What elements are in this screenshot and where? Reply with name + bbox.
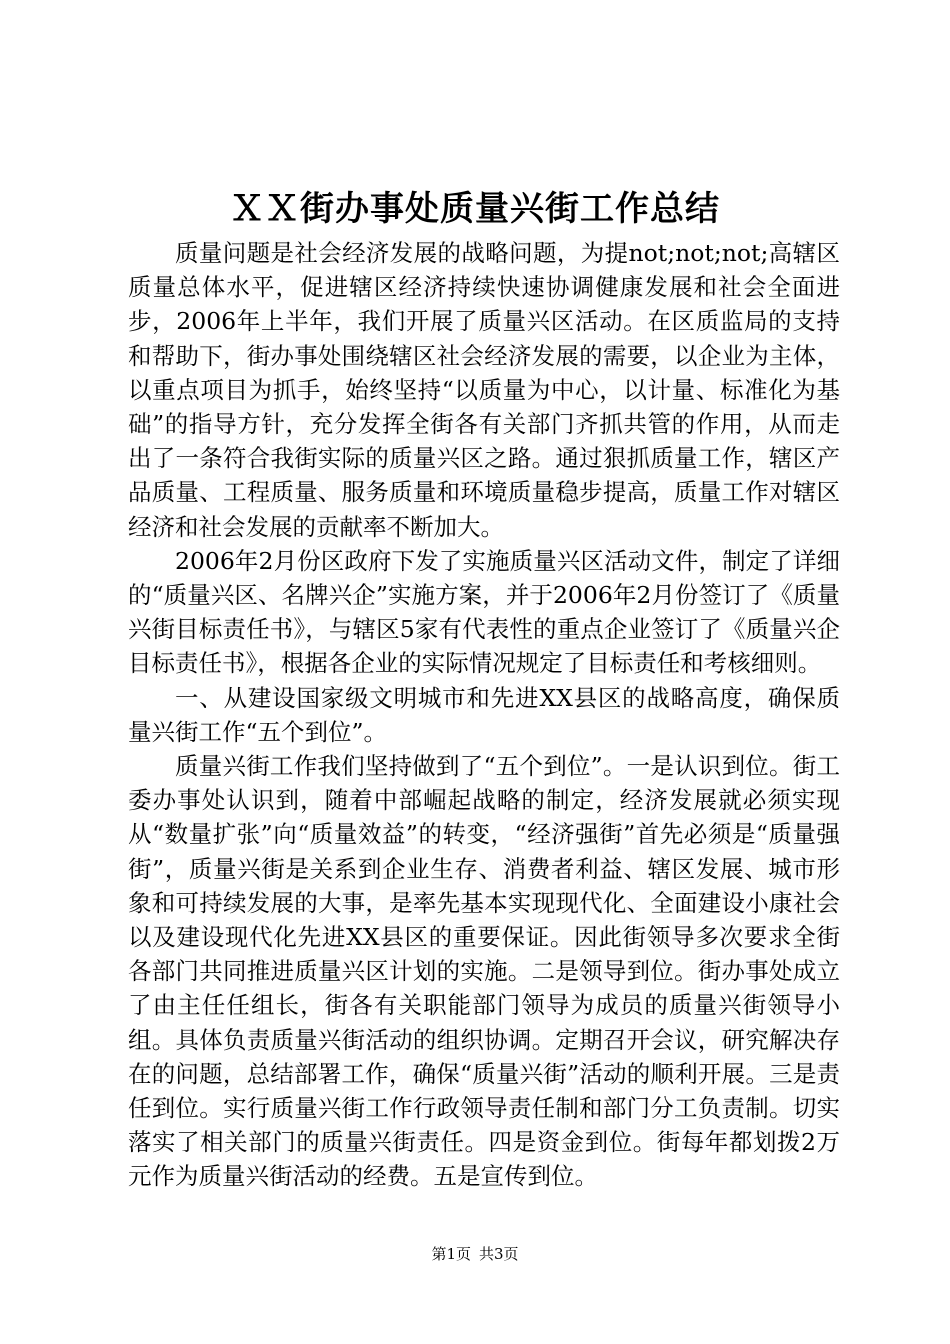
section-heading-one: 一、从建设国家级文明城市和先进XX县区的战略高度，确保质量兴街工作“五个到位”。 <box>128 683 840 746</box>
page-total: 共3页 <box>479 1245 519 1263</box>
paragraph-plan: 2006年2月份区政府下发了实施质量兴区活动文件，制定了详细的“质量兴区、名牌兴企”实施方案，并于2006年2月份签订了《质量兴街目标责任书》，与辖区5家有代表性的重点企业签订了《质量兴企目标责任书》，根据各企业的实际情况规定了目标责任和考核细则。 <box>128 546 840 678</box>
document-title: ＸＸ街办事处质量兴街工作总结 <box>230 189 720 229</box>
document-body <box>128 236 840 1194</box>
paragraph-five-measures: 质量兴街工作我们坚持做到了“五个到位”。一是认识到位。街工委办事处认识到，随着中部崛起战略的制定，经济发展就必须实现从“数量扩张”向“质量效益”的转变，“经济强街”首先必须是“质量强街”，质量兴街是关系到企业生存、消费者利益、辖区发展、城市形象和可持续发展的大事，是率先基本实现现代化、全面建设小康社会以及建设现代化先进XX县区的重要保证。因此街领导多次要求全街各部门共同推进质量兴区计划的实施。二是领导到位。街办事处成立了由主任任组长，街各有关职能部门领导为成员的质量兴街领导小组。具体负责质量兴街活动的组织协调。定期召开会议，研究解决存在的问题，总结部署工作，确保“质量兴街”活动的顺利开展。三是责任到位。实行质量兴街工作行政领导责任制和部门分工负责制。切实落实了相关部门的质量兴街责任。四是资金到位。街每年都划拨2万元作为质量兴街活动的经费。五是宣传到位。 <box>128 752 840 1191</box>
paragraph-intro: 质量问题是社会经济发展的战略问题，为提not;not;not;高辖区质量总体水平，促进辖区经济持续快速协调健康发展和社会全面进步，2006年上半年，我们开展了质量兴区活动。在区质监局的支持和帮助下，街办事处围绕辖区社会经济发展的需要，以企业为主体，以重点项目为抓手，始终坚持“以质量为中心，以计量、标准化为基础”的指导方针，充分发挥全街各有关部门齐抓共管的作用，从而走出了一条符合我街实际的质量兴区之路。通过狠抓质量工作，辖区产品质量、工程质量、服务质量和环境质量稳步提高，质量工作对辖区经济和社会发展的贡献率不断加大。 <box>128 239 840 541</box>
page-footer <box>0 1244 950 1264</box>
page-number: 第1页 <box>431 1245 471 1263</box>
